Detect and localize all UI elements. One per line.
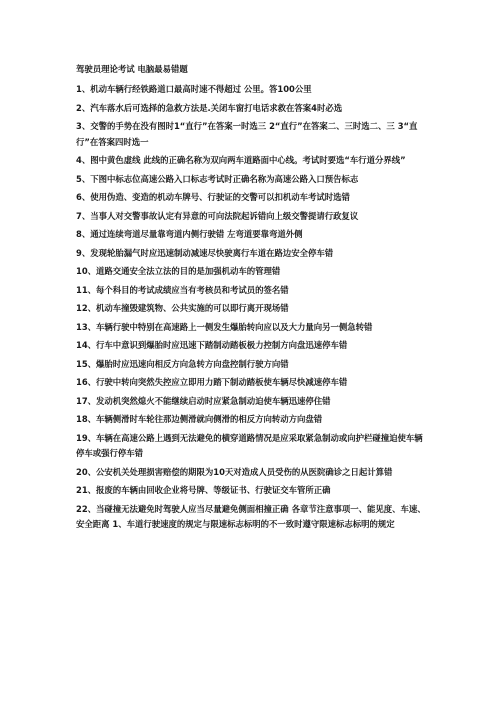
list-item: 18、车辆侧滑时车轮往那边侧滑就向侧滑的相反方向转动方向盘错 bbox=[76, 414, 323, 424]
list-item: 21、报废的车辆由回收企业将号牌、等级证书、行驶证交车管所正确 bbox=[76, 485, 331, 495]
list-item: 12、机动车撞毁建筑物、公共实施的可以即行离开现场错 bbox=[76, 303, 289, 313]
list-item: 10、道路交通安全法立法的目的是加强机动车的管理错 bbox=[76, 266, 281, 276]
document-title: 驾驶员理论考试 电脑最易错题 bbox=[76, 64, 188, 74]
list-item: 15、爆胎时应迅速向相反方向急转方向盘控制行驶方向错 bbox=[76, 358, 289, 369]
list-item: 4、图中黄色虚线 此线的正确名称为双向两车道路面中心线。考试时要选“车行道分界线” bbox=[76, 155, 406, 165]
document-page bbox=[76, 63, 426, 536]
list-item: 13、车辆行驶中特别在高速路上一侧发生爆胎转向应以及大力量向另一侧急转错 bbox=[76, 321, 373, 332]
list-item: 1、机动车辆行经铁路道口最高时速不得超过 公里。答100公里 bbox=[76, 84, 312, 94]
list-item: 22、当碰撞无法避免时驾驶人应当尽量避免侧面相撞正确 各章节注意事项一、能见度、车速、安全距离 1、车道行驶速度的规定与限速标志标明的不一致时遵守限速标志标明的规定 bbox=[76, 503, 426, 529]
list-item: 14、行车中意识到爆胎时应迅速下踏制动踏板极力控制方向盘迅速停车错 bbox=[76, 340, 348, 350]
list-item: 16、行驶中转向突然失控应立即用力踏下制动踏板使车辆尽快减速停车错 bbox=[76, 377, 348, 387]
list-item: 6、使用伪造、变造的机动车牌号、行驶证的交警可以扣机动车考试时选错 bbox=[76, 192, 350, 202]
list-item: 8、通过连续弯道尽量靠弯道内侧行驶错 左弯道要靠弯道外侧 bbox=[76, 229, 303, 239]
list-item: 20、公安机关处理损害赔偿的期限为10天对造成人员受伤的从医院确诊之日起计算错 bbox=[76, 466, 393, 477]
list-item: 5、下图中标志位高速公路入口标志考试时正确名称为高速公路入口预告标志 bbox=[76, 173, 359, 184]
list-item: 9、发现轮胎漏气时应迅速制动减速尽快驶离行车道在路边安全停车错 bbox=[76, 247, 334, 258]
list-item: 17、发动机突然熄火不能继续启动时应紧急制动迫使车辆迅速停住错 bbox=[76, 395, 331, 406]
list-item: 11、每个科目的考试成绩应当有考核员和考试员的签名错 bbox=[76, 284, 289, 295]
list-item: 19、车辆在高速公路上遇到无法避免的横穿道路情况是应采取紧急制动或向护栏碰撞迫使车辆停车或强行停车错 bbox=[76, 432, 423, 458]
list-item: 3、交警的手势在没有图时1“直行”在答案一时选三 2“直行”在答案二、三时选二、三 3“直行”在答案四时选一 bbox=[76, 121, 418, 147]
list-item: 7、当事人对交警事故认定有异意的可向法院起诉错向上级交警提请行政复议 bbox=[76, 210, 359, 221]
list-item: 2、汽车落水后可选择的急救方法是.关闭车窗打电话求救在答案4时必选 bbox=[76, 102, 343, 113]
